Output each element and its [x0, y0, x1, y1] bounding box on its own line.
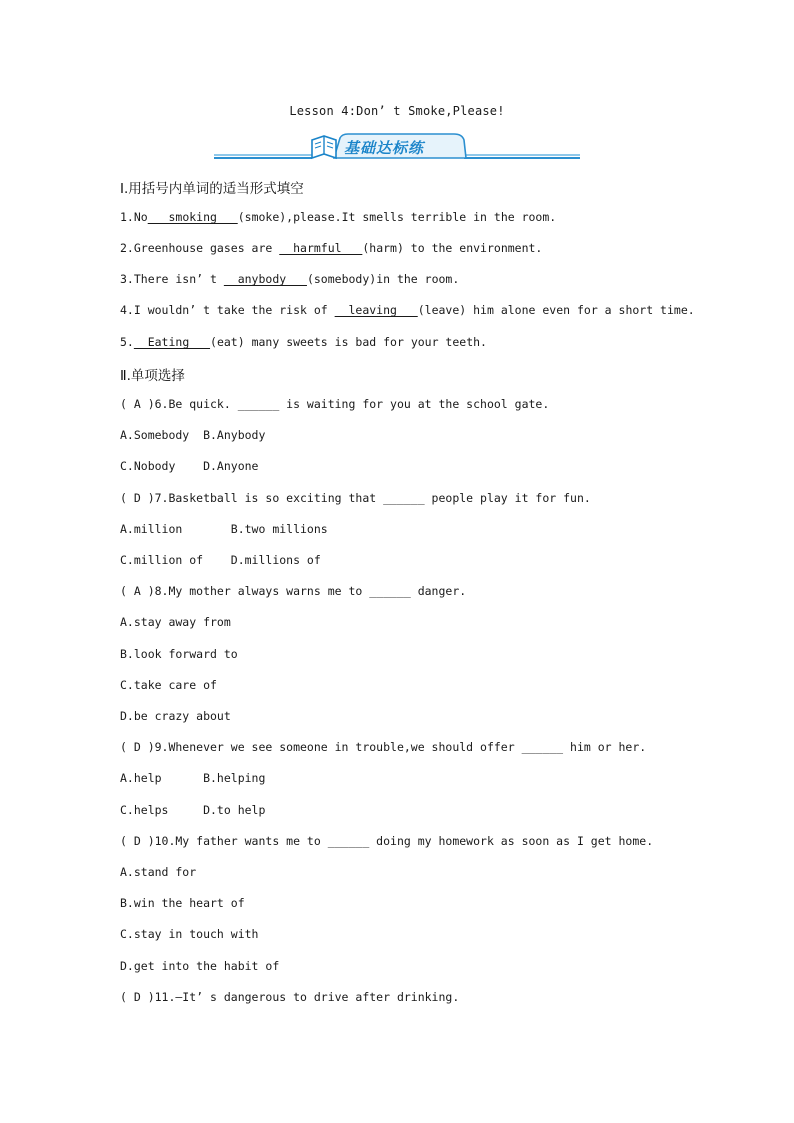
option-line: C.Nobody D.Anyone — [120, 459, 259, 473]
option-line: D.be crazy about — [120, 709, 231, 723]
fill-item — [120, 210, 556, 224]
option-line: C.helps D.to help — [120, 803, 266, 817]
fill-prefix: 3.There isn’ t — [120, 272, 224, 286]
fill-item — [120, 303, 695, 317]
fill-item — [120, 241, 542, 255]
section-heading-choice: Ⅱ.单项选择 — [120, 368, 185, 384]
fill-prefix: 1.No — [120, 210, 148, 224]
option-line: C.stay in touch with — [120, 927, 259, 941]
fill-prefix: 5. — [120, 335, 134, 349]
question-line: ( D )9.Whenever we see someone in trouble,we should offer ______ him or her. — [120, 740, 647, 754]
question-line: ( D )10.My father wants me to ______ doing my homework as soon as I get home. — [120, 834, 654, 848]
option-line: B.look forward to — [120, 647, 238, 661]
question-line: ( D )7.Basketball is so exciting that ______ people play it for fun. — [120, 491, 591, 505]
fill-suffix: (somebody)in the room. — [306, 272, 460, 286]
banner-label: 基础达标练 — [344, 139, 425, 157]
fill-suffix: (smoke),please.It smells terrible in the room. — [237, 210, 557, 224]
question-line: ( D )11.—It’ s dangerous to drive after drinking. — [120, 990, 460, 1004]
section-heading-fill: Ⅰ.用括号内单词的适当形式填空 — [120, 181, 304, 197]
section-banner — [214, 132, 580, 164]
fill-suffix: (eat) many sweets is bad for your teeth. — [210, 335, 487, 349]
fill-item — [120, 272, 459, 286]
fill-item — [120, 335, 487, 349]
question-line: ( A )8.My mother always warns me to ______ danger. — [120, 584, 467, 598]
option-line: D.get into the habit of — [120, 959, 280, 973]
option-line: A.stay away from — [120, 615, 231, 629]
option-line: C.million of D.millions of — [120, 553, 321, 567]
lesson-title: Lesson 4:Don’ t Smoke,Please! — [289, 104, 505, 118]
fill-prefix: 4.I wouldn’ t take the risk of — [120, 303, 335, 317]
fill-suffix: (harm) to the environment. — [362, 241, 543, 255]
fill-answer: anybody — [223, 272, 307, 286]
fill-answer: leaving — [334, 303, 418, 317]
fill-answer: smoking — [147, 210, 238, 224]
option-line: A.million B.two millions — [120, 522, 328, 536]
fill-suffix: (leave) him alone even for a short time. — [417, 303, 695, 317]
option-line: B.win the heart of — [120, 896, 245, 910]
option-line: A.stand for — [120, 865, 197, 879]
question-line: ( A )6.Be quick. ______ is waiting for you at the school gate. — [120, 397, 550, 411]
option-line: C.take care of — [120, 678, 217, 692]
fill-answer: Eating — [133, 335, 211, 349]
fill-answer: harmful — [279, 241, 363, 255]
option-line: A.help B.helping — [120, 771, 266, 785]
fill-prefix: 2.Greenhouse gases are — [120, 241, 280, 255]
book-icon — [312, 136, 336, 158]
option-line: A.Somebody B.Anybody — [120, 428, 266, 442]
